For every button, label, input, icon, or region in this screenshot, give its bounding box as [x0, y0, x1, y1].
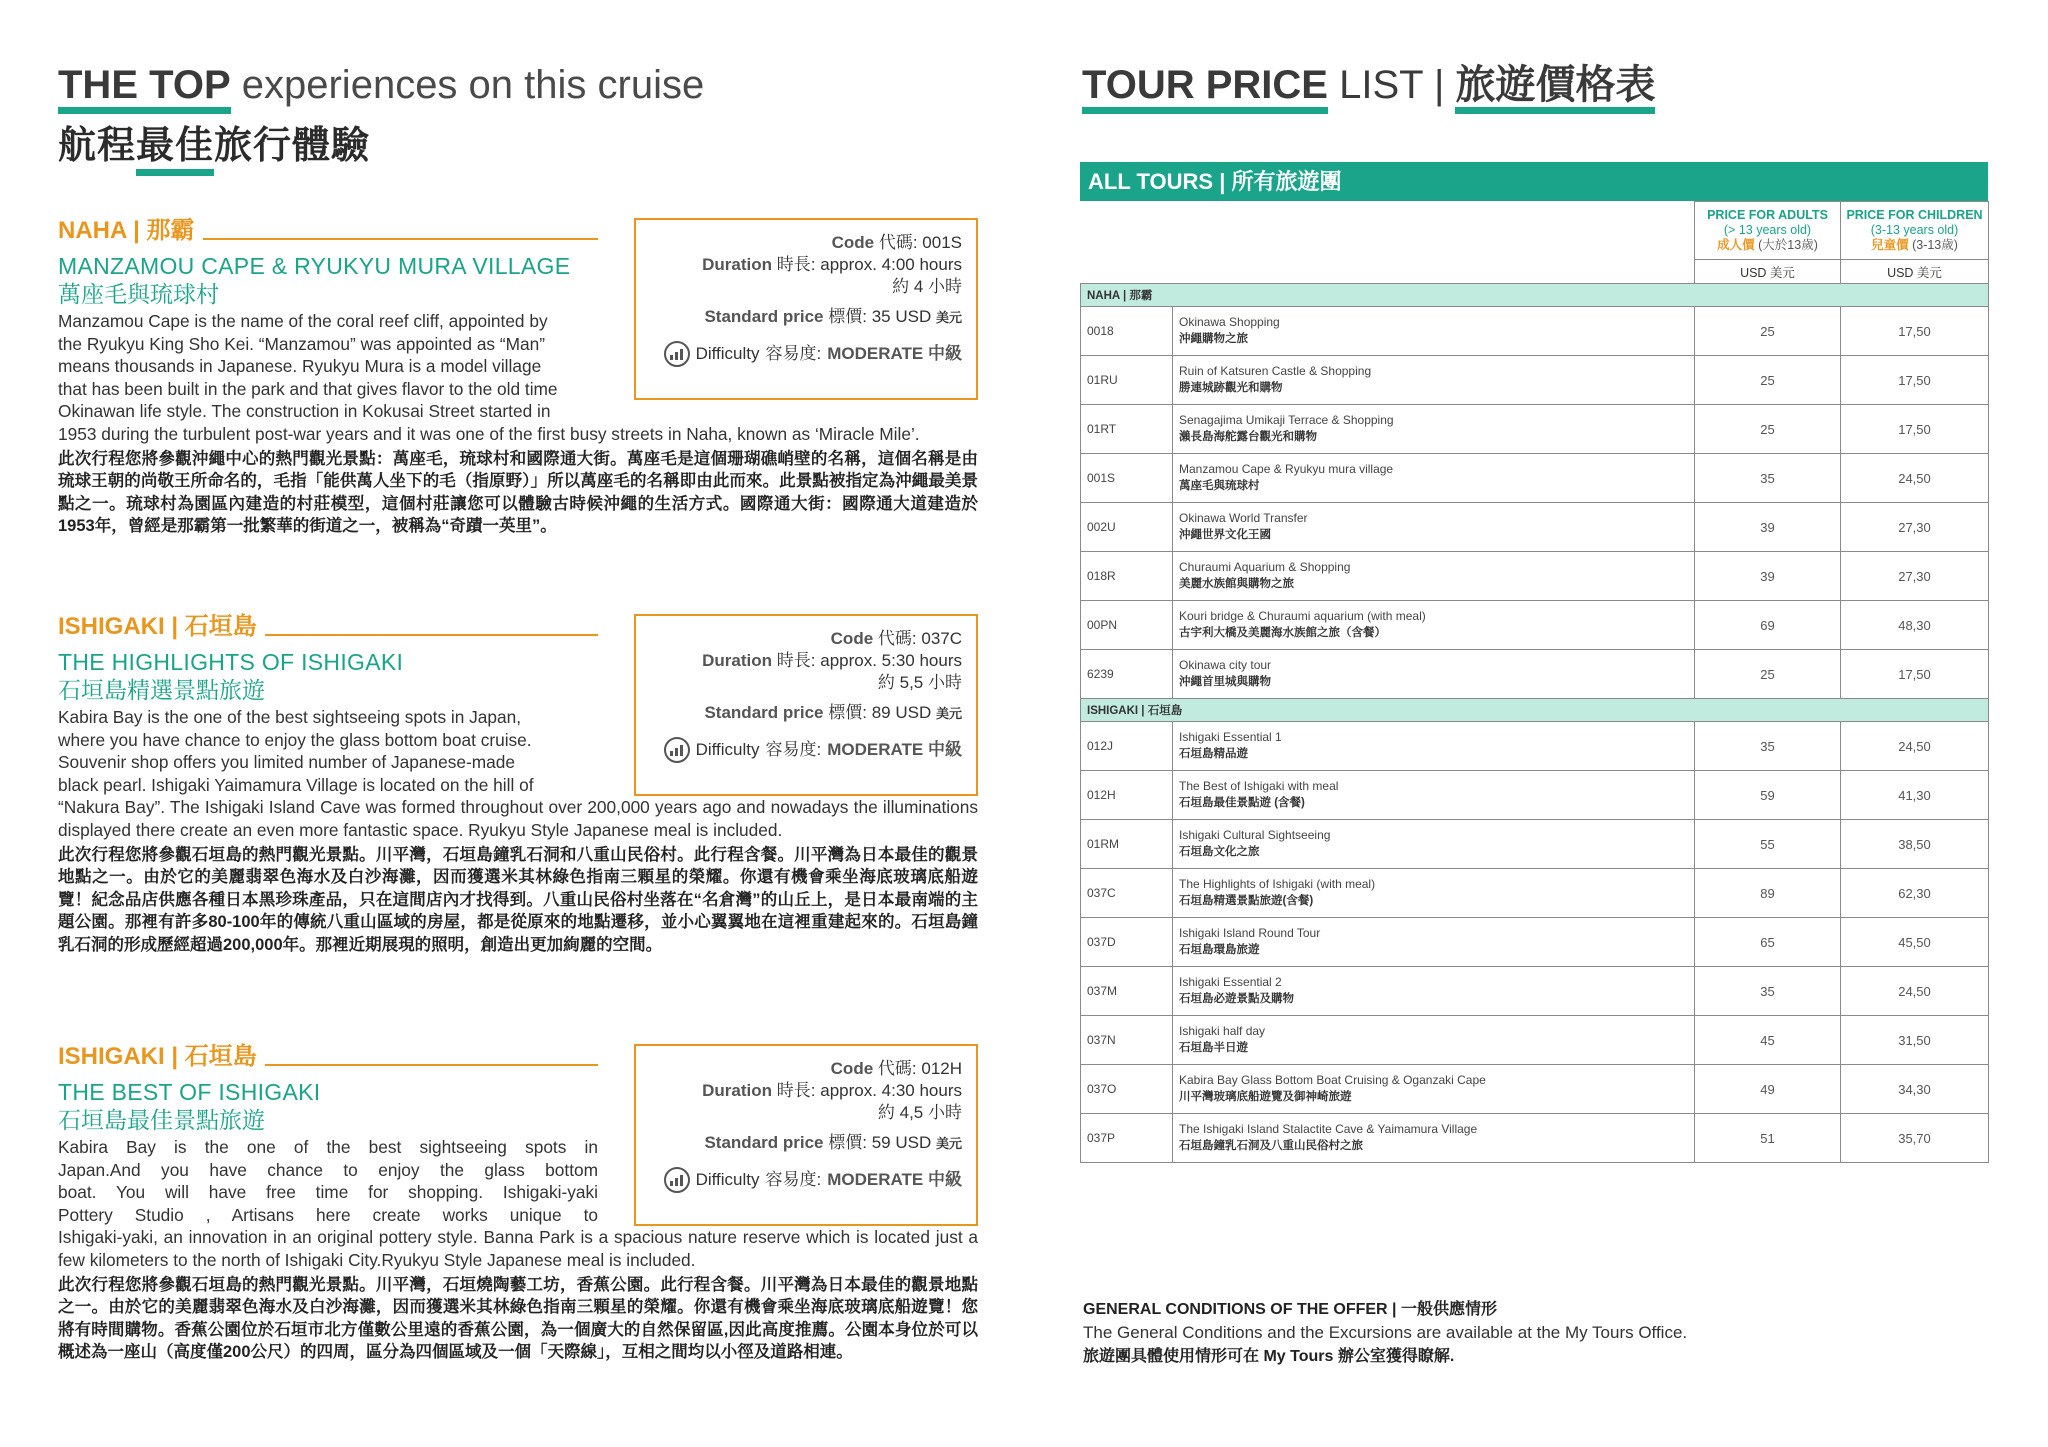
tour-code: 01RU: [1081, 356, 1173, 405]
tour-name-cn: 川平灣玻璃底船遊覽及御神崎旅遊: [1179, 1091, 1352, 1103]
tour-name: [1173, 405, 1695, 454]
child-price: 24,50: [1841, 722, 1989, 771]
child-header-cn-label: 兒童價: [1871, 238, 1909, 252]
tour-code: 00PN: [1081, 601, 1173, 650]
duration-label-cn: 時長:: [776, 255, 816, 274]
description-en-wrapped: [58, 310, 598, 423]
tour-name: [1173, 820, 1695, 869]
text-line: black pearl. Ishigaki Yaimamura Village is located on the hill of: [58, 774, 534, 795]
tour-name-en: The Ishigaki Island Stalactite Cave & Yaimamura Village: [1179, 1122, 1478, 1136]
page-subtitle: [58, 120, 978, 172]
table-row: [1081, 552, 1989, 601]
text-line: Souvenir shop offers you limited number of Japanese-made: [58, 752, 515, 773]
left-page: [58, 60, 978, 172]
tour-name-en: Okinawa Shopping: [1179, 315, 1280, 329]
subtitle-pre: 航程: [58, 125, 137, 167]
adult-price: 25: [1695, 307, 1841, 356]
tour-name-cn: 沖繩世界文化王國: [1179, 529, 1271, 541]
child-price: 48,30: [1841, 601, 1989, 650]
code-label: Code: [831, 233, 875, 252]
table-header-row: [1081, 202, 1989, 260]
description-en-full: 1953 during the turbulent post-war years and it was one of the first busy streets in Naha, known as ‘Miracle Mile’.: [58, 423, 920, 444]
group-label: NAHA | 那霸: [1081, 284, 1989, 307]
text-line: boat. You will have free time for shopping. Ishigaki-yaki: [58, 1182, 598, 1203]
price-unit-cn: 美元: [935, 706, 962, 721]
tour-code: 6239: [1081, 650, 1173, 699]
duration-value: approx. 4:00 hours: [820, 255, 962, 274]
section-title-cn: 石垣島最佳景點旅遊: [58, 1107, 265, 1133]
page-title-light: experiences on this cruise: [241, 63, 705, 107]
section-title-en: MANZAMOU CAPE & RYUKYU MURA VILLAGE: [58, 253, 571, 279]
adult-price: 25: [1695, 650, 1841, 699]
text-line: Pottery Studio , Artisans here create works unique to: [58, 1204, 598, 1225]
conditions-text-cn: 旅遊團具體使用情形可在 My Tours 辦公室獲得瞭解.: [1083, 1348, 1455, 1365]
tour-name: [1173, 1016, 1695, 1065]
child-price: 45,50: [1841, 918, 1989, 967]
difficulty-label-cn: 容易度:: [765, 344, 822, 363]
conditions-text-en: The General Conditions and the Excursions are available at the My Tours Office.: [1083, 1323, 1688, 1342]
tour-name-cn: 勝連城跡觀光和購物: [1179, 382, 1283, 394]
difficulty-gauge-icon: [664, 1167, 690, 1193]
duration-label: Duration: [702, 255, 773, 274]
price-label: Standard price: [704, 307, 824, 326]
tour-name-cn: 石垣島必遊景點及購物: [1179, 993, 1294, 1005]
tour-name-cn: 石垣島文化之旅: [1179, 846, 1260, 858]
price-unit-cn: 美元: [935, 310, 962, 325]
tour-info-box: [634, 218, 978, 400]
price-value: 59 USD: [871, 1133, 932, 1152]
child-price: 31,50: [1841, 1016, 1989, 1065]
tour-code: 037M: [1081, 967, 1173, 1016]
group-label: ISHIGAKI | 石垣島: [1081, 699, 1989, 722]
table-row: [1081, 601, 1989, 650]
tour-name: [1173, 552, 1695, 601]
tour-name-en: Manzamou Cape & Ryukyu mura village: [1179, 462, 1394, 476]
price-label-cn: 標價:: [828, 1133, 867, 1152]
info-difficulty-row: [650, 341, 962, 367]
price-list-title-light: LIST |: [1339, 63, 1445, 107]
tour-name-cn: 沖繩購物之旅: [1179, 333, 1248, 345]
price-list-title-bold: TOUR PRICE: [1082, 60, 1328, 110]
tour-name: [1173, 503, 1695, 552]
child-price: 35,70: [1841, 1114, 1989, 1163]
tour-name-cn: 萬座毛與琉球村: [1179, 480, 1260, 492]
conditions-title: GENERAL CONDITIONS OF THE OFFER | 一般供應情形: [1083, 1301, 1497, 1318]
difficulty-gauge-icon: [664, 737, 690, 763]
adult-price: 39: [1695, 552, 1841, 601]
child-price: 27,30: [1841, 503, 1989, 552]
tour-code: 037O: [1081, 1065, 1173, 1114]
experience-section-ishigaki-best: [58, 1040, 978, 1364]
tour-name-en: Ishigaki Essential 1: [1179, 730, 1282, 744]
child-price: 41,30: [1841, 771, 1989, 820]
child-price: 17,50: [1841, 307, 1989, 356]
tour-name-cn: 石垣島最佳景點遊 (含餐): [1179, 797, 1305, 809]
adult-price: 45: [1695, 1016, 1841, 1065]
table-row: [1081, 771, 1989, 820]
adult-price: 69: [1695, 601, 1841, 650]
duration-value-cn: 約 4,5 小時: [877, 1103, 962, 1122]
experience-section-naha: [58, 214, 978, 538]
section-location: NAHA | 那霸: [58, 214, 203, 248]
adult-header-cn: [1695, 238, 1840, 253]
adult-price: 35: [1695, 967, 1841, 1016]
adult-price: 65: [1695, 918, 1841, 967]
price-value: 89 USD: [871, 703, 932, 722]
info-price-row: [650, 702, 962, 725]
tour-code: 037C: [1081, 869, 1173, 918]
tour-name: [1173, 1065, 1695, 1114]
tour-name-en: Okinawa city tour: [1179, 658, 1272, 672]
tour-name-cn: 石垣島精品遊: [1179, 748, 1248, 760]
page-title-bold: THE TOP: [58, 60, 231, 110]
duration-value-cn: 約 4 小時: [892, 277, 962, 296]
adult-price: 59: [1695, 771, 1841, 820]
tour-name-en: The Best of Ishigaki with meal: [1179, 779, 1339, 793]
tour-code: 01RT: [1081, 405, 1173, 454]
tour-name-en: Ruin of Katsuren Castle & Shopping: [1179, 364, 1372, 378]
all-tours-banner: ALL TOURS | 所有旅遊團: [1080, 162, 1988, 201]
child-price: 17,50: [1841, 405, 1989, 454]
adult-price-header: [1695, 202, 1841, 260]
tour-name-en: Ishigaki half day: [1179, 1024, 1266, 1038]
description-en-wrapped: [58, 1136, 598, 1226]
tour-name: [1173, 869, 1695, 918]
table-row: [1081, 1065, 1989, 1114]
tour-code: 018R: [1081, 552, 1173, 601]
tour-name: [1173, 601, 1695, 650]
child-price: 34,30: [1841, 1065, 1989, 1114]
tour-code: 01RM: [1081, 820, 1173, 869]
tour-code: 012J: [1081, 722, 1173, 771]
child-price: 17,50: [1841, 356, 1989, 405]
tour-name-cn: 瀨長島海舵露台觀光和購物: [1179, 431, 1317, 443]
tour-name-cn: 石垣島環島旅遊: [1179, 944, 1260, 956]
child-price: 38,50: [1841, 820, 1989, 869]
child-price: 17,50: [1841, 650, 1989, 699]
info-duration-row: [650, 254, 962, 276]
price-label-cn: 標價:: [828, 703, 867, 722]
price-label: Standard price: [704, 703, 824, 722]
text-line: means thousands in Japanese. Ryukyu Mura is a model village: [58, 356, 542, 377]
tour-name-en: Churaumi Aquarium & Shopping: [1179, 560, 1351, 574]
info-code-row: [650, 628, 962, 650]
difficulty-value: MODERATE 中級: [827, 740, 962, 759]
adult-price: 35: [1695, 454, 1841, 503]
table-group-row: [1081, 284, 1989, 307]
code-value: 037C: [921, 629, 962, 648]
duration-value: approx. 5:30 hours: [820, 651, 962, 670]
child-price: 27,30: [1841, 552, 1989, 601]
tour-name-en: Ishigaki Cultural Sightseeing: [1179, 828, 1331, 842]
text-line: the Ryukyu King Sho Kei. “Manzamou” was appointed as “Man”: [58, 333, 545, 354]
code-value: 012H: [921, 1059, 962, 1078]
tour-name-cn: 石垣島鐘乳石洞及八重山民俗村之旅: [1179, 1140, 1363, 1152]
tour-name: [1173, 356, 1695, 405]
info-price-row: [650, 306, 962, 329]
table-row: [1081, 650, 1989, 699]
info-duration-row: [650, 650, 962, 672]
price-value: 35 USD: [871, 307, 932, 326]
tour-name: [1173, 722, 1695, 771]
child-header-cn-age: (3-13歲): [1912, 238, 1958, 252]
tour-name-en: Kouri bridge & Churaumi aquarium (with meal): [1179, 609, 1426, 623]
tour-code: 012H: [1081, 771, 1173, 820]
adult-price: 25: [1695, 405, 1841, 454]
info-duration-row: [650, 1080, 962, 1102]
tour-name: [1173, 454, 1695, 503]
section-title-en: THE HIGHLIGHTS OF ISHIGAKI: [58, 649, 404, 675]
child-price: 62,30: [1841, 869, 1989, 918]
page-title: [58, 60, 978, 110]
adult-price: 89: [1695, 869, 1841, 918]
table-row: [1081, 454, 1989, 503]
code-label-cn: 代碼:: [877, 629, 917, 648]
adult-price: 35: [1695, 722, 1841, 771]
adult-price: 51: [1695, 1114, 1841, 1163]
price-table: [1080, 201, 1989, 1163]
table-body: [1081, 284, 1989, 1163]
tour-name-cn: 沖繩首里城與購物: [1179, 676, 1271, 688]
difficulty-label-cn: 容易度:: [765, 740, 822, 759]
child-header-age: (3-13 years old): [1870, 223, 1959, 237]
description-en-wrapped: [58, 706, 598, 796]
child-price: 24,50: [1841, 454, 1989, 503]
difficulty-label: Difficulty: [695, 344, 760, 363]
child-price: 24,50: [1841, 967, 1989, 1016]
difficulty-label: Difficulty: [695, 1170, 760, 1189]
price-list-title: [1082, 60, 1655, 110]
duration-value: approx. 4:30 hours: [820, 1081, 962, 1100]
difficulty-label: Difficulty: [695, 740, 760, 759]
tour-name: [1173, 918, 1695, 967]
subtitle-mid: 最佳: [136, 120, 214, 172]
text-line: Okinawan life style. The construction in Kokusai Street started in: [58, 401, 551, 422]
tour-code: 001S: [1081, 454, 1173, 503]
table-group-row: [1081, 699, 1989, 722]
child-header-cn: [1841, 238, 1988, 253]
table-row: [1081, 967, 1989, 1016]
section-location: ISHIGAKI | 石垣島: [58, 1040, 265, 1074]
adult-header-cn-age: (大於13歲): [1758, 238, 1818, 252]
table-row: [1081, 503, 1989, 552]
adult-price: 25: [1695, 356, 1841, 405]
table-row: [1081, 1016, 1989, 1065]
adult-header-cn-label: 成人價: [1717, 238, 1755, 252]
description-cn: 此次行程您將參觀石垣島的熱門觀光景點。川平灣，石垣島鐘乳石洞和八重山民俗村。此行程含餐。川平灣為日本最佳的觀景地點之一。由於它的美麗翡翠色海水及白沙海灘，因而獲選米其林綠色指南三顆星的榮耀。你還有機會乘坐海底玻璃底船遊覽！紀念品店供應各種日本黑珍珠產品，只在這間店內才找得到。八重山民俗村坐落在“名倉灣”的山丘上，是日本最南端的主題公園。那裡有許多80-100年的傳統八重山區域的房屋，都是從原來的地點遷移，並小心翼翼地在這裡重建起來的。石垣島鐘乳石洞的形成歷經超過200,000年。那裡近期展現的照明，創造出更加絢麗的空間。: [58, 845, 978, 954]
child-price-header: [1841, 202, 1989, 260]
difficulty-value: MODERATE 中級: [827, 1170, 962, 1189]
text-line: Japan.And you have chance to enjoy the glass bottom: [58, 1159, 598, 1180]
price-label: Standard price: [704, 1133, 824, 1152]
code-label-cn: 代碼:: [878, 233, 918, 252]
table-row: [1081, 918, 1989, 967]
tour-name-en: The Highlights of Ishigaki (with meal): [1179, 877, 1376, 891]
table-row: [1081, 1114, 1989, 1163]
tour-code: 037D: [1081, 918, 1173, 967]
tour-name: [1173, 307, 1695, 356]
adult-header-title: PRICE FOR ADULTS: [1707, 208, 1828, 222]
description-cn: 此次行程您將參觀石垣島的熱門觀光景點。川平灣，石垣燒陶藝工坊，香蕉公園。此行程含餐。川平灣為日本最佳的觀景地點之一。由於它的美麗翡翠色海水及白沙海灘，因而獲選米其林綠色指南三顆星的榮耀。你還有機會乘坐海底玻璃底船遊覽！您將有時間購物。香蕉公園位於石垣市北方僅數公里遠的香蕉公園，為一個廣大的自然保留區,因此高度推薦。公園本身位於可以概述為一座山（高度僅200公尺）的四周，區分為四個區域及一個「天際線」，互相之間均以小徑及道路相連。: [58, 1275, 978, 1362]
table-row: [1081, 356, 1989, 405]
difficulty-value: MODERATE 中級: [827, 344, 962, 363]
price-table-container: [1080, 162, 1988, 1163]
tour-name: [1173, 967, 1695, 1016]
text-line: Kabira Bay is the one of the best sightseeing spots in: [58, 1137, 598, 1157]
tour-name-cn: 石垣島半日遊: [1179, 1042, 1248, 1054]
experience-section-ishigaki-highlights: [58, 610, 978, 957]
table-row: [1081, 405, 1989, 454]
section-title-cn: 萬座毛與琉球村: [58, 281, 219, 307]
tour-name-en: Kabira Bay Glass Bottom Boat Cruising & Oganzaki Cape: [1179, 1073, 1486, 1087]
adult-price: 39: [1695, 503, 1841, 552]
tour-name: [1173, 1114, 1695, 1163]
difficulty-gauge-icon: [664, 341, 690, 367]
text-line: Manzamou Cape is the name of the coral reef cliff, appointed by: [58, 311, 548, 331]
price-label-cn: 標價:: [828, 307, 867, 326]
table-row: [1081, 307, 1989, 356]
child-header-title: PRICE FOR CHILDREN: [1846, 208, 1983, 222]
text-line: where you have chance to enjoy the glass bottom boat cruise.: [58, 729, 532, 750]
table-row: [1081, 869, 1989, 918]
tour-name-cn: 石垣島精選景點旅遊(含餐): [1179, 895, 1314, 907]
code-label-cn: 代碼:: [877, 1059, 917, 1078]
tour-name: [1173, 650, 1695, 699]
adult-price: 55: [1695, 820, 1841, 869]
section-title-cn: 石垣島精選景點旅遊: [58, 677, 265, 703]
tour-code: 0018: [1081, 307, 1173, 356]
info-code-row: [650, 1058, 962, 1080]
tour-code: 037P: [1081, 1114, 1173, 1163]
header-empty-cell: [1081, 202, 1695, 284]
info-code-row: [650, 232, 962, 254]
info-difficulty-row: [650, 737, 962, 763]
section-location: ISHIGAKI | 石垣島: [58, 610, 265, 644]
table-row: [1081, 820, 1989, 869]
duration-label-cn: 時長:: [776, 1081, 816, 1100]
price-list-title-cn: 旅遊價格表: [1455, 60, 1655, 110]
code-label: Code: [830, 1059, 874, 1078]
currency-child: USD 美元: [1841, 260, 1989, 284]
text-line: that has been built in the park and that gives flavor to the old time: [58, 378, 558, 399]
duration-label: Duration: [702, 1081, 773, 1100]
info-price-row: [650, 1132, 962, 1155]
description-en-full: Ishigaki-yaki, an innovation in an original pottery style. Banna Park is a spacious nature reserve which is located just a few kilometers to the north of Ishigaki City.Ryukyu Style Japanese meal is included.: [58, 1227, 978, 1270]
info-difficulty-row: [650, 1167, 962, 1193]
tour-name-en: Ishigaki Island Round Tour: [1179, 926, 1321, 940]
section-title-en: THE BEST OF ISHIGAKI: [58, 1079, 321, 1105]
adult-header-age: (> 13 years old): [1723, 223, 1812, 237]
tour-name-en: Okinawa World Transfer: [1179, 511, 1308, 525]
tour-code: 037N: [1081, 1016, 1173, 1065]
price-unit-cn: 美元: [935, 1136, 962, 1151]
code-value: 001S: [922, 233, 962, 252]
subtitle-post: 旅行體驗: [214, 125, 371, 167]
duration-label: Duration: [702, 651, 773, 670]
difficulty-label-cn: 容易度:: [765, 1170, 822, 1189]
duration-label-cn: 時長:: [776, 651, 816, 670]
description-cn: 此次行程您將參觀沖繩中心的熱門觀光景點：萬座毛，琉球村和國際通大街。萬座毛是這個珊瑚礁峭壁的名稱，這個名稱是由琉球王朝的尚敬王所命名的，毛指「能供萬人坐下的毛（指原野）」所以萬座毛的名稱即由此而來。此景點被指定為沖繩最美景點之一。琉球村為園區內建造的村莊模型，這個村莊讓您可以體驗古時候沖繩的生活方式。國際通大街：國際通大道建造於1953年，曾經是那霸第一批繁華的街道之一，被稱為“奇蹟一英里”。: [58, 449, 978, 536]
duration-value-cn: 約 5,5 小時: [877, 673, 962, 692]
tour-code: 002U: [1081, 503, 1173, 552]
tour-name-en: Ishigaki Essential 2: [1179, 975, 1282, 989]
tour-info-box: [634, 614, 978, 796]
code-label: Code: [830, 629, 874, 648]
general-conditions: [1083, 1299, 1983, 1369]
tour-name-cn: 美麗水族館與購物之旅: [1179, 578, 1294, 590]
tour-name-en: Senagajima Umikaji Terrace & Shopping: [1179, 413, 1394, 427]
table-row: [1081, 722, 1989, 771]
tour-name: [1173, 771, 1695, 820]
description-en-full: “Nakura Bay”. The Ishigaki Island Cave was formed throughout over 200,000 years ago and nowadays the illuminations displayed there create an even more fantastic space. Ryukyu Style Japanese meal is included.: [58, 797, 978, 840]
tour-info-box: [634, 1044, 978, 1226]
currency-adult: USD 美元: [1695, 260, 1841, 284]
adult-price: 49: [1695, 1065, 1841, 1114]
text-line: Kabira Bay is the one of the best sightseeing spots in Japan,: [58, 707, 522, 727]
tour-name-cn: 古宇利大橋及美麗海水族館之旅（含餐）: [1179, 627, 1386, 639]
